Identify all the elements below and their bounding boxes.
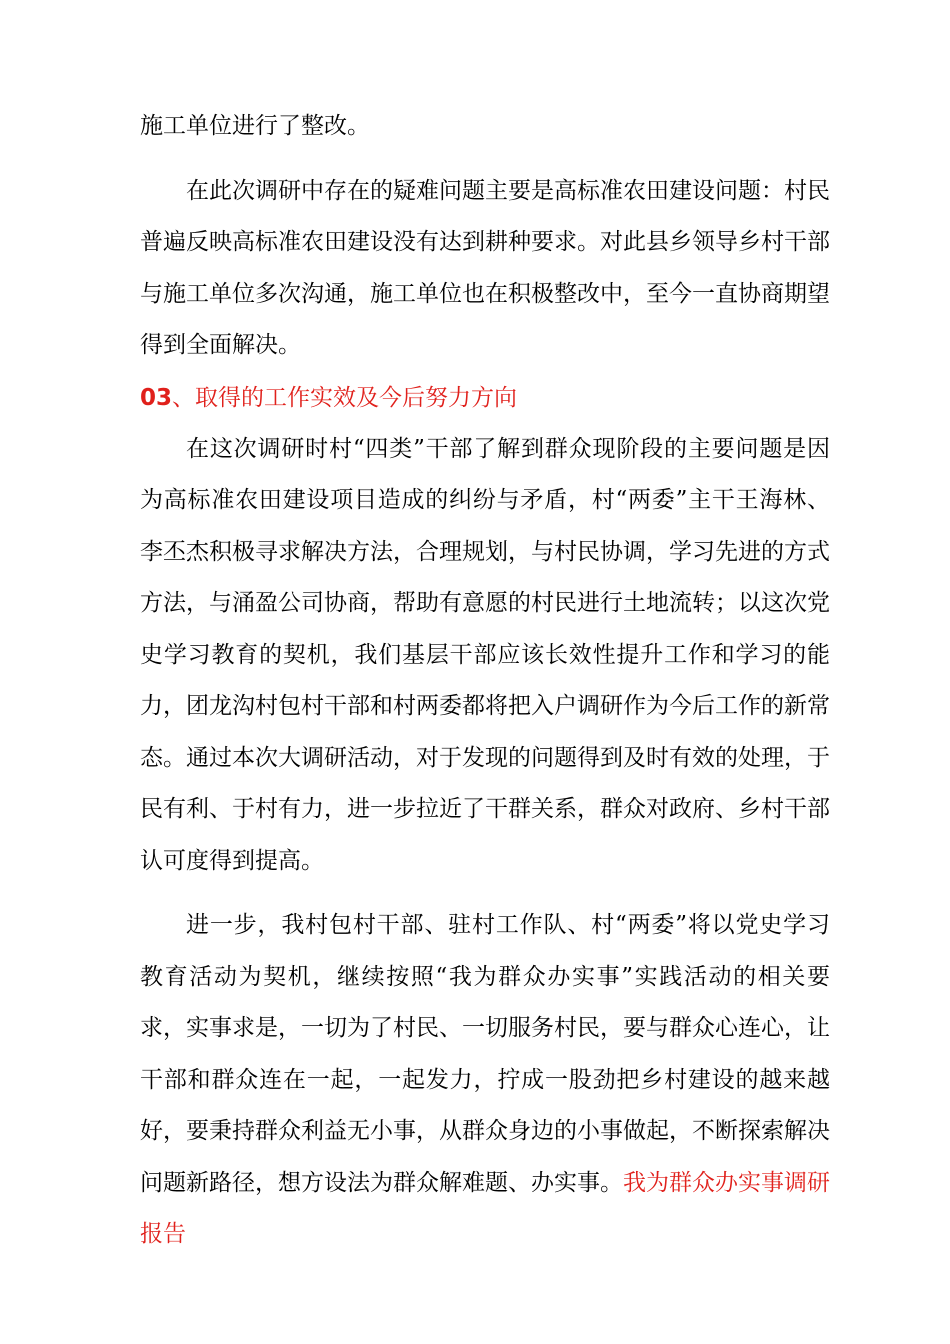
- paragraph-next-step: [140, 900, 830, 1261]
- section-number: 03: [140, 384, 173, 411]
- paragraph-continuation: 施工单位进行了整改。: [140, 113, 370, 139]
- section-heading: [140, 374, 830, 422]
- paragraph-difficult-issue: 在此次调研中存在的疑难问题主要是高标准农田建设问题：村民普遍反映高标准农田建设没有达到耕种要求。对此县乡领导乡村干部与施工单位多次沟通，施工单位也在积极整改中，至今一直协商期望得到全面解决。: [140, 177, 830, 358]
- report-title-link[interactable]: 我为群众办实事调研报告: [140, 1169, 830, 1247]
- section-title: 、取得的工作实效及今后努力方向: [172, 384, 518, 411]
- paragraph-next-step-text: 进一步，我村包村干部、驻村工作队、村“两委”将以党史学习教育活动为契机，继续按照“我为群众办实事”实践活动的相关要求，实事求是，一切为了村民、一切服务村民，要与群众心连心，让干部和群众连在一起，一起发力，拧成一股劲把乡村建设的越来越好，要秉持群众利益无小事，从群众身边的小事做起，不断探索解决问题新路径，想方设法为群众解难题、办实事。: [140, 912, 830, 1196]
- document-body: [140, 101, 830, 1261]
- paragraph-results: 在这次调研时村“四类”干部了解到群众现阶段的主要问题是因为高标准农田建设项目造成的纠纷与矛盾，村“两委”主干王海林、李丕杰积极寻求解决方法，合理规划，与村民协调，学习先进的方式方法，与涌盈公司协商，帮助有意愿的村民进行土地流转；以这次党史学习教育的契机，我们基层干部应该长效性提升工作和学习的能力，团龙沟村包村干部和村两委都将把入户调研作为今后工作的新常态。通过本次大调研活动，对于发现的问题得到及时有效的处理，于民有利、于村有力，进一步拉近了干群关系，群众对政府、乡村干部认可度得到提高。: [140, 435, 830, 874]
